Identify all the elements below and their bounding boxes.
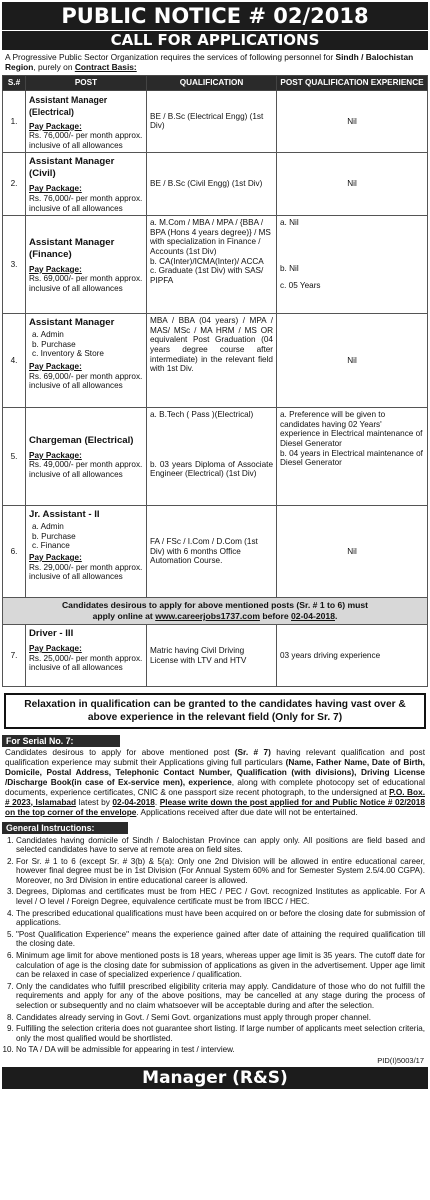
list-item: 7. Only the candidates who fulfill prescribed eligibility criteria may apply. Candidature of those who do not fulfill the requirements and apply for any of the above positions, may be cancelled at any stage during the process of selection or subsequently and no claim whatsoever will be acceptable during and after the selection. [16,982,425,1011]
post-title: Assistant Manager (Civil) [29,156,115,180]
list-item: 3. Degrees, Diplomas and certificates must be from HEC / PEC / Govt. recognized Institutes as applicable. For A level / O level / Foreign Degree, equivalence certificate must be from IBCC / HEC. [16,887,425,906]
notice-subtitle: CALL FOR APPLICATIONS [2,30,428,50]
post-title: Chargeman (Electrical) [29,434,134,446]
pay-label: Pay Package: [29,361,82,371]
list-item: 6. Minimum age limit for above mentioned posts is 18 years, whereas upper age limit is 35 years. The cutoff date for calculation of age is the closing date for submission of applications as given in the advertisement. Upper age limit can be relaxed in case of specialized experience / qualification. [16,951,425,980]
careers-link[interactable]: www.careerjobs1737.com [155,611,260,622]
region: Sindh / Balochistan Region [5,52,414,72]
list-item: 5. "Post Qualification Experience" means the experience gained after date of attaining the required qualification till the closing date. [16,930,425,949]
list-item: 2. For Sr. # 1 to 6 (except Sr. # 3(b) & 5(a): Only one 2nd Division will be allowed in entire educational career, however final degree must be in 1st Division (For Annual System 60% and for Semester System 2.5/4.00 CGPA). Moreover, no 3rd Division in entire educational career is allowed. [16,857,425,886]
experience: a. Nil b. Nil c. 05 Years [277,216,428,314]
pay-label: Pay Package: [29,552,82,562]
experience: Nil [277,506,428,598]
serial7-heading: For Serial No. 7: [2,735,120,747]
pay-amount: Rs. 29,000/- per month approx. inclusive of all allowances [29,562,143,582]
list-item: 8. Candidates already serving in Govt. / Semi Govt. organizations must apply through proper channel. [16,1013,425,1023]
pay-label: Pay Package: [29,450,82,460]
header-qualification: QUALIFICATION [147,76,277,91]
sub-item: a. Admin [32,330,64,340]
pay-amount: Rs. 76,000/- per month approx. inclusive of all allowances [29,131,143,150]
online-apply-band: Candidates desirous to apply for above mentioned posts (Sr. # 1 to 6) must apply online at www.careerjobs1737.com before 02-04-2018. [3,598,428,625]
experience: 03 years driving experience [277,625,428,687]
general-instructions [2,836,428,1055]
experience: Nil [277,153,428,216]
post-title: Jr. Assistant - II [29,509,100,521]
list-item: 9. Fulfilling the selection criteria does not guarantee short listing. If large number of applicants meet selection criteria, only the most qualified would be shortlisted. [16,1024,425,1043]
table-row: 6. Jr. Assistant - II a. Admin b. Purchase c. Finance Pay Package: Rs. 29,000/- per month approx. inclusive of all allowances FA / FSc / I.Com / D.Com (1st Div) with 6 months Office Automation Course. Nil [3,506,428,598]
header-sn: S.# [3,76,26,91]
pay-label: Pay Package: [29,264,82,274]
header-post: POST [26,76,147,91]
table-row: 1. Assistant Manager (Electrical) Pay Package: Rs. 76,000/- per month approx. inclusive of all allowances BE / B.Sc (Electrical Engg) (1st Div) Nil [3,90,428,153]
pay-label: Pay Package: [29,121,82,131]
table-row: 4. Assistant Manager a. Admin b. Purchase c. Inventory & Store Pay Package: Rs. 69,000/- per month approx. inclusive of all allowances MBA / BBA (04 years) / MPA / MAS/ MSc / MA HRM / MS OR equivalent Post Graduation (04 years degree course after intermediate) in the relevant field with 1st Div. Nil [3,314,428,408]
post-title: Assistant Manager [29,317,115,329]
pay-amount: Rs. 69,000/- per month approx. inclusive of all allowances [29,274,143,293]
table-row: 5. Chargeman (Electrical) Pay Package: Rs. 49,000/- per month approx. inclusive of all allowances a. B.Tech ( Pass )(Electrical) b. 03 years Diploma of Associate Engineer (Electrical) (1st Div) a. Preference will be given to candidates having 02 Years' experience in Electrical maintenance of Diesel Generator b. 04 years in Electrical maintenance of Diesel Generator [3,408,428,506]
experience: Nil [277,90,428,153]
public-notice [2,2,428,1089]
experience: Nil [277,314,428,408]
notice-title: PUBLIC NOTICE # 02/2018 [2,2,428,30]
footer-signature: Manager (R&S) [2,1067,428,1089]
pay-amount: Rs. 49,000/- per month approx. inclusive of all allowances [29,460,143,479]
pay-label: Pay Package: [29,184,82,194]
intro-paragraph: A Progressive Public Sector Organization requires the services of following personnel for Sindh / Balochistan Region, purely on Contract Basis: [5,52,414,72]
table-row: 2. Assistant Manager (Civil) Pay Package: Rs. 76,000/- per month approx. inclusive of all allowances BE / B.Sc (Civil Engg) (1st Div) Nil [3,153,428,216]
table-row: 3. Assistant Manager (Finance) Pay Package: Rs. 69,000/- per month approx. inclusive of all allowances a. M.Com / MBA / MPA / {BBA / BPA (Hons 4 years degree)} / MS with specialization in Finance / Accounts (1st Div) b. CA(Inter)/ICMA(Inter)/ ACCA c. Graduate (1st Div) with SAS/ PIPFA a. Nil b. Nil c. 05 Years [3,216,428,314]
post-title: Assistant Manager (Finance) [29,236,115,260]
sub-item: a. Admin [32,522,64,532]
qualification: BE / B.Sc (Electrical Engg) (1st Div) [147,90,277,153]
table-header-row [3,76,428,91]
sub-item: c. Finance [32,541,70,551]
post-title: Driver - III [29,628,74,640]
table-row: 7. Driver - III Pay Package: Rs. 25,000/- per month approx. inclusive of all allowances Matric having Civil Driving License with LTV and HTV 03 years driving experience [3,625,428,687]
experience: a. Preference will be given to candidates having 02 Years' experience in Electrical maintenance of Diesel Generator b. 04 years in Electrical maintenance of Diesel Generator [277,408,428,506]
qualification: a. B.Tech ( Pass )(Electrical) b. 03 years Diploma of Associate Engineer (Electrical) (1st Div) [147,408,277,506]
qualification: BE / B.Sc (Civil Engg) (1st Div) [147,153,277,216]
pay-amount: Rs. 76,000/- per month approx. inclusive of all allowances [29,193,143,213]
list-item: 4. The prescribed educational qualifications must have been acquired on or before the closing date for submission of applications. [16,909,425,928]
contract-basis: Contract Basis: [74,62,137,72]
qualification: MBA / BBA (04 years) / MPA / MAS/ MSc / MA HRM / MS OR equivalent Post Graduation (04 years degree course after intermediate) in the relevant field with 1st Div. [147,314,277,408]
relaxation-note: Relaxation in qualification can be granted to the candidates having vast over & above experience in the relevant field (Only for Sr. 7) [4,693,426,729]
sub-item: b. Purchase [32,531,76,541]
general-heading: General Instructions: [2,822,128,834]
pay-amount: Rs. 69,000/- per month approx. inclusive of all allowances [29,371,143,391]
qualification: a. M.Com / MBA / MPA / {BBA / BPA (Hons 4 years degree)} / MS with specialization in Finance / Accounts (1st Div) b. CA(Inter)/ICMA(Inter)/ ACCA c. Graduate (1st Div) with SAS/ PIPFA [147,216,277,314]
posts-table [2,75,428,687]
pay-label: Pay Package: [29,644,82,654]
list-item: 10. No TA / DA will be admissible for appearing in test / interview. [16,1045,425,1055]
qualification: FA / FSc / I.Com / D.Com (1st Div) with 6 months Office Automation Course. [147,506,277,598]
qualification: Matric having Civil Driving License with LTV and HTV [147,625,277,687]
pay-amount: Rs. 25,000/- per month approx. inclusive of all allowances [29,653,143,673]
header-experience: POST QUALIFICATION EXPERIENCE [277,76,428,91]
sub-item: b. Purchase [32,339,76,349]
sub-item: c. Inventory & Store [32,349,104,359]
pid-code: PID(I)5003/17 [377,1055,424,1065]
serial7-paragraph: Candidates desirous to apply for above mentioned post (Sr. # 7) having relevant qualification and post qualification experience may submit their Applications giving full particulars (Name, Father Name, Date of Birth, Domicile, Postal Address, Telephonic Contact Number, Qualification (with divisions), Driving License /Discharge Book(in case of Ex-service men), experience, along with complete photocopy set of educational documents, experience certificates, CNIC & one passport size recent photograph, to the undersigned at P.O. Box. # 2023, Islamabad latest by 02-04-2018. Please write down the post applied for and Public Notice # 02/2018 on the top corner of the envelope. Applications received after due date will not be entertained. [5,747,426,817]
post-title: Assistant Manager (Electrical) [29,94,108,117]
list-item: 1. Candidates having domicile of Sindh / Balochistan Province can apply only. All positions are field based and selected candidates have to serve at remote area on field sites. [16,836,425,855]
